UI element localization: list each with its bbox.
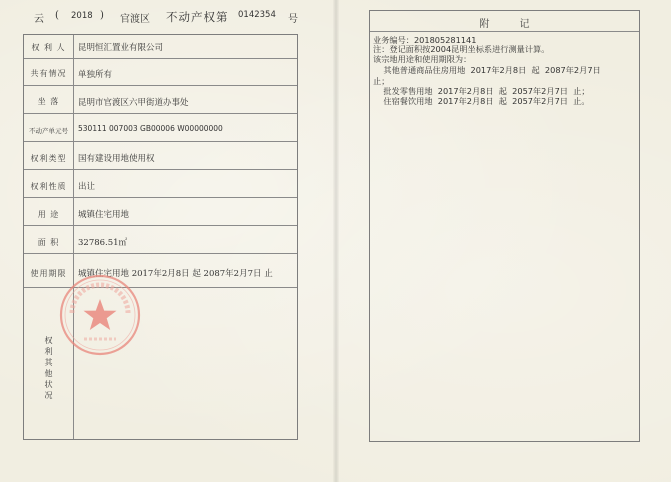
row-divider xyxy=(24,169,297,170)
header-paren-open: ( xyxy=(55,10,59,21)
annex-usage-line: 其他普通商品住房用地 2017年2月8日 起 2087年2月7日 xyxy=(373,65,601,75)
value-usage: 城镇住宅用地 xyxy=(78,210,130,220)
label-area: 面 积 xyxy=(37,238,60,247)
page-fold xyxy=(333,0,339,482)
header-district: 官渡区 xyxy=(120,14,150,25)
header-province: 云 xyxy=(34,14,44,25)
annex-business-number: 业务编号：201805281141 xyxy=(373,35,477,45)
label-column-divider xyxy=(73,35,74,439)
label-unit-number: 不动产单元号 xyxy=(29,127,68,135)
label-term: 使用期限 xyxy=(30,269,67,278)
label-right-type: 权利类型 xyxy=(30,154,67,163)
label-right-nature: 权利性质 xyxy=(30,182,67,191)
annex-note: 注：登记面积按2004昆明坐标系进行测量计算。 xyxy=(373,44,550,54)
rights-table xyxy=(23,34,298,440)
other-status-char: 况 xyxy=(44,391,53,400)
label-co-ownership: 共有情况 xyxy=(30,69,67,78)
header-year: 2018 xyxy=(71,11,93,21)
row-divider xyxy=(24,253,297,254)
official-seal-icon xyxy=(58,273,142,357)
row-divider xyxy=(24,113,297,114)
header-paren-close: ) xyxy=(100,10,104,21)
other-status-char: 他 xyxy=(44,369,53,378)
label-location: 坐 落 xyxy=(37,97,60,106)
annex-usage-line: 住宿餐饮用地 2017年2月8日 起 2057年2月7日 止。 xyxy=(373,96,590,106)
header-number: 0142354 xyxy=(238,10,276,20)
header-title: 不动产权第 xyxy=(166,10,229,24)
other-status-char: 状 xyxy=(44,380,53,389)
other-status-char: 其 xyxy=(44,358,53,367)
row-divider xyxy=(24,141,297,142)
row-divider xyxy=(24,225,297,226)
label-usage: 用 途 xyxy=(37,210,60,219)
value-right-type: 国有建设用地使用权 xyxy=(78,154,155,164)
annex-title: 附记 xyxy=(479,19,560,30)
value-co-ownership: 单独所有 xyxy=(78,70,113,80)
value-right-holder: 昆明恒汇置业有限公司 xyxy=(78,43,164,53)
value-area: 32786.51㎡ xyxy=(78,238,128,248)
other-status-char: 利 xyxy=(44,347,53,356)
value-location: 昆明市官渡区六甲街道办事处 xyxy=(78,98,189,108)
value-unit-number: 530111 007003 GB00006 W00000000 xyxy=(78,124,223,133)
other-status-char: 权 xyxy=(44,336,53,345)
annex-usage-intro: 该宗地用途和使用期限为： xyxy=(373,54,472,64)
row-divider xyxy=(24,58,297,59)
annex-usage-line: 批发零售用地 2017年2月8日 起 2057年2月7日 止； xyxy=(373,86,590,96)
label-right-holder: 权 利 人 xyxy=(31,43,66,52)
row-divider xyxy=(24,85,297,86)
value-right-nature: 出让 xyxy=(78,182,96,192)
header-suffix: 号 xyxy=(288,14,298,25)
annex-usage-line: 止； xyxy=(373,76,390,86)
value-term: 城镇住宅用地 2017年2月8日 起 2087年2月7日 止 xyxy=(78,269,273,279)
row-divider xyxy=(24,197,297,198)
annex-panel xyxy=(369,10,640,442)
annex-header-divider xyxy=(370,31,639,32)
